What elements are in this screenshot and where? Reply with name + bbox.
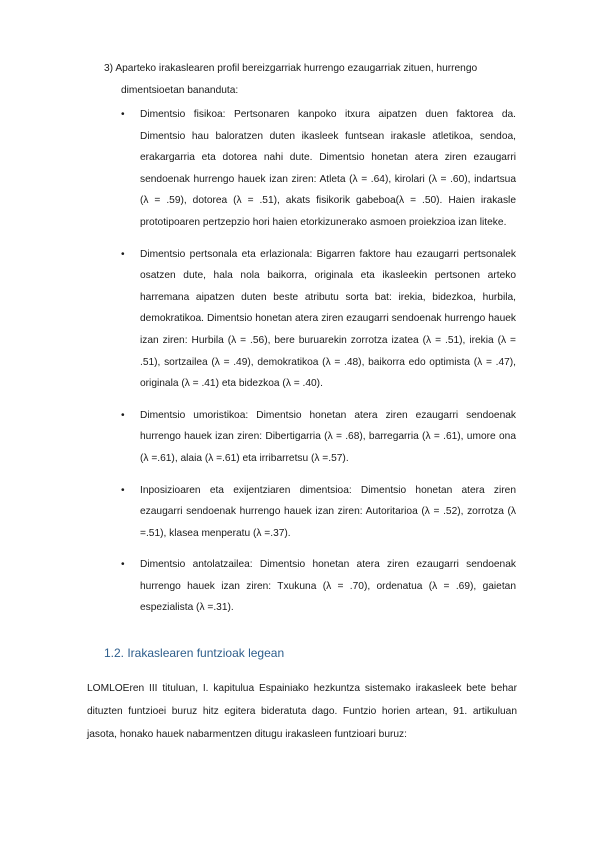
dimension-item-imposition: [118, 480, 516, 545]
dimension-text: Inposizioaren eta exijentziaren dimentsioa: Dimentsio honetan atera ziren ezaugarri sendoenak hurrengo hauek izan ziren: Autoritarioa (λ = .52), zorrotza (λ =.51), klasea menperatu (λ =.37).: [140, 484, 516, 539]
intro-line-1: 3) Aparteko irakaslearen profil bereizgarriak hurrengo ezaugarriak zituen, hurrengo: [104, 63, 478, 74]
dimension-item-physical: [118, 104, 516, 234]
dimension-item-organizer: [118, 554, 516, 619]
dimension-list: [118, 104, 516, 629]
dimension-item-personal: [118, 244, 516, 395]
dimension-item-humor: [118, 405, 516, 470]
intro-paragraph: [104, 58, 524, 101]
dimension-text: Dimentsio antolatzailea: Dimentsio honetan atera ziren ezaugarri sendoenak hurrengo hauek izan ziren: Txukuna (λ = .70), ordenatua (λ = .69), gaietan espezialista (λ =.31).: [140, 559, 516, 614]
intro-line-2: dimentsioetan bananduta:: [121, 84, 239, 96]
dimension-text: Dimentsio pertsonala eta erlazionala: Bigarren faktore hau ezaugarri pertsonalek osatzen dute, hala nola baikorra, originala eta ikasleekin pertsonen arteko harremana aipatzen duten beste atributu sorta bat: irekia, bidezkoa, hurbila, demokratikoa. Dimentsio honetan atera ziren ezaugarri sendoenak hurrengo hauek izan ziren: Hurbila (λ = .56), bere buruarekin zorrotza izatea (λ = .51), irekia (λ = .51), sortzailea (λ = .49), demokratikoa (λ = .48), baikorra edo optimista (λ = .47), originala (λ = .41) eta bidezkoa (λ = .40).: [140, 248, 516, 390]
section-paragraph: LOMLOEren III tituluan, I. kapitulua Espainiako hezkuntza sistemako irakasleek bete behar dituzten funtzioei buruz hitz egitera bideratuta dago. Funtzio horien artean, 91. artikuluan jasota, honako hauek nabarmentzen ditugu irakasleen funtzioari buruz:: [87, 683, 517, 740]
dimension-text: Dimentsio fisikoa: Pertsonaren kanpoko itxura aipatzen duen faktorea da. Dimentsio hau baloratzen duten ikasleek funtsean irakasle atletikoa, sendoa, erakargarria eta dotorea nahi dute. Dimentsio honetan atera ziren ezaugarri sendoenak hurrengo hauek izan ziren: Atleta (λ = .64), kirolari (λ = .60), indartsua (λ = .59), dotorea (λ = .51), akats fisikorik gabeboa(λ = .50). Haien irakasle prototipoaren pertzepzio hori haien etorkizunerako asmoen proiekzioa izan liteke.: [140, 109, 516, 228]
section-heading: 1.2. Irakaslearen funtzioak legean: [104, 646, 285, 660]
dimension-text: Dimentsio umoristikoa: Dimentsio honetan atera ziren ezaugarri sendoenak hurrengo hauek izan ziren: Dibertigarria (λ = .68), barregarria (λ = .61), umore ona (λ =.61), alaia (λ =.61) eta irribarretsu (λ =.57).: [140, 409, 516, 464]
